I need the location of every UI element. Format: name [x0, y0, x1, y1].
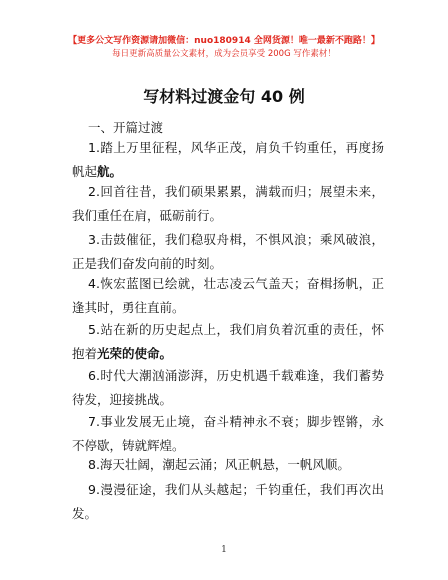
list-item	[72, 453, 384, 477]
list-item	[72, 318, 384, 366]
list-item	[72, 364, 384, 412]
item-text: 5.站在新的历史起点上，我们肩负着沉重的责任，怀抱着	[72, 322, 384, 361]
list-item	[72, 478, 384, 526]
item-text: 7.事业发展无止境，奋斗精神永不衰；脚步铿锵，永不停歇，铸就辉煌。	[72, 414, 384, 453]
item-text: 6.时代大潮汹涌澎湃，历史机遇千载难逢，我们蓄势待发，迎接挑战。	[72, 368, 384, 407]
item-text: 4.恢宏蓝图已绘就，壮志凌云气盖天；奋楫扬帆，正逢其时，勇往直前。	[72, 276, 384, 315]
list-item	[72, 180, 384, 228]
page-title: 写材料过渡金句 40 例	[143, 87, 305, 106]
item-text: 2.回首往昔，我们硕果累累，满载而归；展望未来，我们重任在肩，砥砺前行。	[72, 184, 384, 223]
item-text: 3.击鼓催征，我们稳驭舟楫，不惧风浪；乘风破浪，正是我们奋发向前的时刻。	[72, 232, 384, 271]
list-item	[72, 228, 384, 276]
item-tail: 航。	[97, 164, 123, 179]
section-heading: 一、开篇过渡	[88, 120, 164, 135]
page-number: 1	[221, 545, 227, 555]
item-text: 1.踏上万里征程，风华正茂，肩负千钧重任，再度扬帆起	[72, 140, 384, 179]
item-text: 8.海天壮阔，潮起云涌；风正帆悬，一帆风顺。	[88, 457, 350, 472]
list-item	[72, 272, 384, 320]
promo-banner-line-2: 每日更新高质量公文素材，成为会员享受 200G 写作素材！	[112, 49, 336, 59]
promo-banner-line-1: 【更多公文写作资源请加微信：nuo180914 全网货源！唯一最新不跑路！】	[68, 36, 380, 46]
item-text: 9.漫漫征途，我们从头越起；千钧重任，我们再次出发。	[72, 482, 384, 521]
list-item	[72, 136, 384, 184]
item-tail: 光荣的使命。	[97, 346, 173, 361]
list-item	[72, 410, 384, 458]
